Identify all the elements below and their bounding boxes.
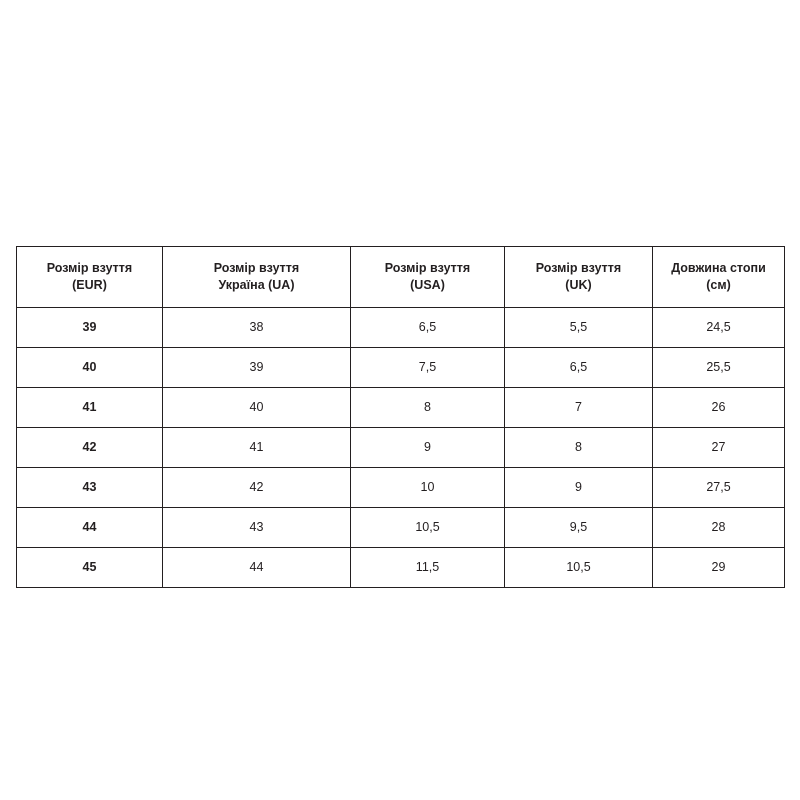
cell-usa: 11,5 bbox=[351, 548, 505, 588]
header-cell-uk bbox=[505, 247, 653, 308]
cell-ua: 41 bbox=[163, 428, 351, 468]
cell-eur: 43 bbox=[17, 468, 163, 508]
table-header bbox=[17, 247, 785, 308]
header-foot-line2: (см) bbox=[706, 278, 731, 292]
table-row bbox=[17, 468, 785, 508]
cell-eur: 45 bbox=[17, 548, 163, 588]
cell-uk: 9,5 bbox=[505, 508, 653, 548]
shoe-size-chart bbox=[16, 246, 784, 588]
cell-ua: 44 bbox=[163, 548, 351, 588]
cell-uk: 10,5 bbox=[505, 548, 653, 588]
header-ua-line2: Україна (UA) bbox=[218, 278, 295, 292]
header-usa-line2: (USA) bbox=[410, 278, 445, 292]
table-row bbox=[17, 428, 785, 468]
cell-usa: 6,5 bbox=[351, 308, 505, 348]
cell-foot-length: 24,5 bbox=[653, 308, 785, 348]
header-cell-ua bbox=[163, 247, 351, 308]
cell-foot-length: 27,5 bbox=[653, 468, 785, 508]
cell-uk: 7 bbox=[505, 388, 653, 428]
cell-usa: 9 bbox=[351, 428, 505, 468]
cell-eur: 41 bbox=[17, 388, 163, 428]
table-row bbox=[17, 548, 785, 588]
cell-usa: 7,5 bbox=[351, 348, 505, 388]
cell-usa: 10 bbox=[351, 468, 505, 508]
header-cell-eur bbox=[17, 247, 163, 308]
table-row bbox=[17, 388, 785, 428]
cell-uk: 8 bbox=[505, 428, 653, 468]
table-row bbox=[17, 508, 785, 548]
cell-uk: 9 bbox=[505, 468, 653, 508]
cell-uk: 6,5 bbox=[505, 348, 653, 388]
cell-ua: 43 bbox=[163, 508, 351, 548]
cell-usa: 10,5 bbox=[351, 508, 505, 548]
cell-eur: 40 bbox=[17, 348, 163, 388]
cell-ua: 42 bbox=[163, 468, 351, 508]
cell-ua: 40 bbox=[163, 388, 351, 428]
cell-usa: 8 bbox=[351, 388, 505, 428]
header-eur-line1: Розмір взуття bbox=[46, 261, 133, 276]
header-uk-line1: Розмір взуття bbox=[535, 261, 622, 276]
header-usa-line1: Розмір взуття bbox=[384, 261, 471, 276]
header-row bbox=[17, 247, 785, 308]
header-eur-line2: (EUR) bbox=[72, 278, 107, 292]
cell-ua: 38 bbox=[163, 308, 351, 348]
cell-foot-length: 28 bbox=[653, 508, 785, 548]
cell-foot-length: 26 bbox=[653, 388, 785, 428]
header-cell-usa bbox=[351, 247, 505, 308]
header-ua-line1: Розмір взуття bbox=[213, 261, 300, 276]
header-uk-line2: (UK) bbox=[565, 278, 592, 292]
table-row bbox=[17, 348, 785, 388]
cell-eur: 42 bbox=[17, 428, 163, 468]
header-foot-line1: Довжина стопи bbox=[671, 261, 766, 276]
cell-foot-length: 27 bbox=[653, 428, 785, 468]
table-body bbox=[17, 308, 785, 588]
size-table bbox=[16, 246, 785, 588]
cell-foot-length: 25,5 bbox=[653, 348, 785, 388]
table-row bbox=[17, 308, 785, 348]
cell-eur: 44 bbox=[17, 508, 163, 548]
cell-uk: 5,5 bbox=[505, 308, 653, 348]
cell-eur: 39 bbox=[17, 308, 163, 348]
cell-ua: 39 bbox=[163, 348, 351, 388]
header-cell-foot-length bbox=[653, 247, 785, 308]
cell-foot-length: 29 bbox=[653, 548, 785, 588]
